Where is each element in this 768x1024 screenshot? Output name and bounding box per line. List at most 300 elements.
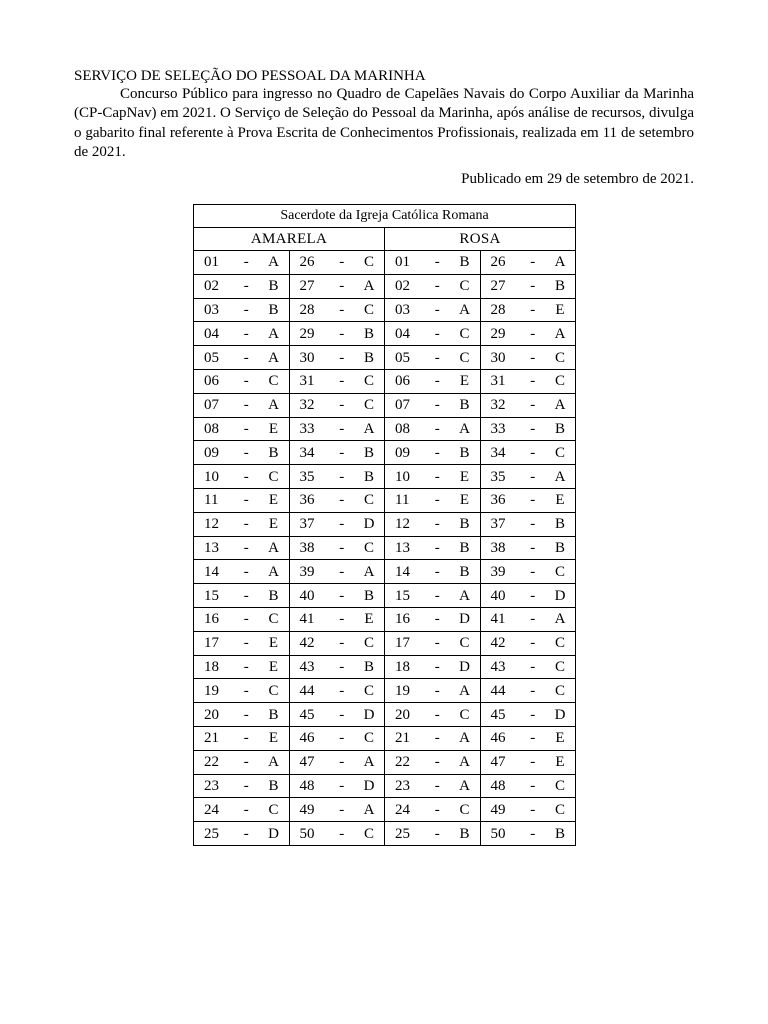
answer-cell-amarela-26-50 (289, 536, 385, 560)
separator-dash: - (434, 777, 440, 794)
question-number: 10 (204, 468, 219, 485)
question-number: 13 (204, 539, 219, 556)
separator-dash: - (434, 492, 440, 509)
question-number: 03 (395, 301, 410, 318)
answer-letter: B (459, 254, 470, 271)
question-number: 45 (299, 706, 315, 723)
answer-letter: C (554, 444, 565, 461)
answer-letter: B (363, 325, 374, 342)
answer-letter: C (363, 682, 374, 699)
question-number: 08 (204, 420, 219, 437)
question-number: 49 (490, 801, 506, 818)
answer-cell-rosa-26-50 (480, 774, 576, 798)
question-number: 28 (490, 301, 506, 318)
answer-letter: A (268, 754, 279, 771)
answer-cell-rosa-26-50 (480, 393, 576, 417)
question-number: 43 (299, 658, 315, 675)
question-number: 14 (395, 563, 410, 580)
separator-dash: - (243, 801, 249, 818)
separator-dash: - (434, 730, 440, 747)
answer-cell-rosa-26-50 (480, 465, 576, 489)
question-number: 14 (204, 563, 219, 580)
answer-key-table (193, 204, 576, 846)
separator-dash: - (530, 301, 536, 318)
question-number: 38 (299, 539, 315, 556)
answer-cell-amarela-1-25 (194, 560, 290, 584)
answer-letter: C (554, 373, 565, 390)
answer-letter: C (268, 682, 279, 699)
answer-cell-amarela-26-50 (289, 298, 385, 322)
question-number: 36 (490, 492, 506, 509)
question-number: 18 (204, 658, 219, 675)
answer-cell-amarela-26-50 (289, 512, 385, 536)
question-number: 01 (204, 254, 219, 271)
question-number: 34 (299, 444, 315, 461)
answer-cell-rosa-1-25 (385, 560, 481, 584)
answer-cell-rosa-1-25 (385, 584, 481, 608)
question-number: 11 (395, 492, 410, 509)
answer-cell-amarela-26-50 (289, 274, 385, 298)
answer-letter: A (363, 278, 375, 295)
question-number: 21 (204, 730, 219, 747)
question-number: 09 (395, 444, 410, 461)
answer-cell-amarela-1-25 (194, 607, 290, 631)
answer-letter: C (363, 492, 374, 509)
question-number: 42 (490, 635, 506, 652)
table-row (194, 726, 576, 750)
separator-dash: - (339, 682, 345, 699)
answer-cell-rosa-1-25 (385, 298, 481, 322)
separator-dash: - (530, 516, 536, 533)
answer-cell-rosa-1-25 (385, 512, 481, 536)
table-row (194, 631, 576, 655)
answer-cell-rosa-1-25 (385, 679, 481, 703)
separator-dash: - (243, 492, 249, 509)
question-number: 05 (204, 349, 219, 366)
question-number: 25 (204, 825, 219, 842)
separator-dash: - (530, 825, 536, 842)
question-number: 39 (490, 563, 506, 580)
question-number: 08 (395, 420, 410, 437)
answer-cell-rosa-26-50 (480, 417, 576, 441)
separator-dash: - (434, 254, 440, 271)
separator-dash: - (243, 468, 249, 485)
question-number: 49 (299, 801, 315, 818)
answer-letter: C (459, 349, 470, 366)
separator-dash: - (530, 420, 536, 437)
separator-dash: - (530, 468, 536, 485)
answer-letter: C (459, 278, 470, 295)
answer-letter: A (459, 730, 470, 747)
answer-letter: B (459, 444, 470, 461)
separator-dash: - (530, 563, 536, 580)
separator-dash: - (434, 682, 440, 699)
separator-dash: - (434, 706, 440, 723)
separator-dash: - (434, 349, 440, 366)
answer-cell-amarela-26-50 (289, 488, 385, 512)
answer-letter: B (363, 349, 374, 366)
answer-letter: B (554, 825, 565, 842)
table-row (194, 251, 576, 275)
question-number: 32 (490, 397, 506, 414)
answer-letter: B (268, 444, 279, 461)
question-number: 30 (490, 349, 506, 366)
answer-letter: B (459, 539, 470, 556)
answer-cell-amarela-1-25 (194, 417, 290, 441)
answer-cell-rosa-26-50 (480, 512, 576, 536)
answer-cell-amarela-1-25 (194, 298, 290, 322)
separator-dash: - (339, 420, 345, 437)
separator-dash: - (339, 611, 345, 628)
table-row (194, 393, 576, 417)
separator-dash: - (530, 325, 536, 342)
separator-dash: - (243, 587, 249, 604)
answer-cell-amarela-1-25 (194, 703, 290, 727)
answer-letter: A (268, 349, 279, 366)
answer-cell-rosa-1-25 (385, 346, 481, 370)
answer-letter: E (459, 468, 470, 485)
answer-letter: D (268, 825, 279, 842)
separator-dash: - (243, 278, 249, 295)
answer-letter: D (363, 706, 375, 723)
separator-dash: - (339, 254, 345, 271)
separator-dash: - (434, 373, 440, 390)
answer-letter: E (364, 611, 374, 628)
answer-cell-rosa-26-50 (480, 679, 576, 703)
answer-letter: C (268, 801, 279, 818)
question-number: 16 (395, 611, 410, 628)
answer-cell-amarela-26-50 (289, 251, 385, 275)
answer-cell-rosa-26-50 (480, 560, 576, 584)
question-number: 22 (395, 754, 410, 771)
separator-dash: - (243, 754, 249, 771)
question-number: 07 (204, 397, 219, 414)
question-number: 33 (490, 420, 506, 437)
answer-letter: E (555, 754, 565, 771)
answer-letter: D (459, 658, 470, 675)
answer-cell-amarela-26-50 (289, 822, 385, 846)
answer-letter: B (554, 420, 565, 437)
answer-cell-rosa-26-50 (480, 488, 576, 512)
separator-dash: - (530, 611, 536, 628)
separator-dash: - (530, 801, 536, 818)
separator-dash: - (243, 825, 249, 842)
answer-letter: C (459, 325, 470, 342)
separator-dash: - (434, 563, 440, 580)
table-row (194, 441, 576, 465)
answer-letter: B (459, 825, 470, 842)
question-number: 02 (395, 278, 410, 295)
question-number: 48 (299, 777, 315, 794)
answer-letter: D (459, 611, 470, 628)
table-row (194, 369, 576, 393)
table-row (194, 584, 576, 608)
separator-dash: - (339, 444, 345, 461)
table-row (194, 679, 576, 703)
answer-letter: E (268, 635, 279, 652)
question-number: 19 (204, 682, 219, 699)
answer-letter: C (554, 658, 565, 675)
answer-letter: C (554, 349, 565, 366)
separator-dash: - (530, 658, 536, 675)
question-number: 22 (204, 754, 219, 771)
answer-cell-rosa-1-25 (385, 369, 481, 393)
answer-letter: C (459, 635, 470, 652)
answer-letter: A (363, 754, 375, 771)
answer-letter: B (554, 539, 565, 556)
question-number: 09 (204, 444, 219, 461)
answer-letter: D (363, 516, 375, 533)
question-number: 07 (395, 397, 410, 414)
question-number: 12 (395, 516, 410, 533)
answer-cell-amarela-1-25 (194, 465, 290, 489)
answer-cell-amarela-1-25 (194, 322, 290, 346)
document-heading: SERVIÇO DE SELEÇÃO DO PESSOAL DA MARINHA (74, 68, 426, 84)
separator-dash: - (434, 325, 440, 342)
separator-dash: - (339, 539, 345, 556)
answer-letter: A (554, 611, 566, 628)
table-title: Sacerdote da Igreja Católica Romana (194, 205, 576, 228)
question-number: 04 (395, 325, 410, 342)
answer-cell-rosa-1-25 (385, 536, 481, 560)
question-number: 35 (490, 468, 506, 485)
answer-cell-rosa-26-50 (480, 798, 576, 822)
answer-cell-amarela-26-50 (289, 607, 385, 631)
question-number: 20 (395, 706, 410, 723)
table-row (194, 322, 576, 346)
separator-dash: - (434, 420, 440, 437)
separator-dash: - (339, 801, 345, 818)
separator-dash: - (434, 278, 440, 295)
separator-dash: - (339, 777, 345, 794)
answer-letter: C (268, 373, 279, 390)
answer-letter: B (554, 278, 565, 295)
question-number: 43 (490, 658, 506, 675)
answer-cell-rosa-1-25 (385, 655, 481, 679)
question-number: 27 (299, 278, 315, 295)
separator-dash: - (434, 635, 440, 652)
answer-letter: A (459, 754, 470, 771)
answer-letter: B (268, 587, 279, 604)
group-header-rosa: ROSA (385, 228, 576, 251)
answer-letter: C (554, 801, 565, 818)
group-header-amarela: AMARELA (194, 228, 385, 251)
question-number: 35 (299, 468, 315, 485)
answer-letter: E (555, 301, 565, 318)
answer-cell-rosa-26-50 (480, 346, 576, 370)
answer-cell-rosa-1-25 (385, 631, 481, 655)
separator-dash: - (339, 397, 345, 414)
answer-letter: E (459, 373, 470, 390)
question-number: 25 (395, 825, 410, 842)
answer-letter: B (363, 587, 374, 604)
question-number: 32 (299, 397, 315, 414)
answer-cell-rosa-1-25 (385, 822, 481, 846)
answer-letter: B (363, 468, 374, 485)
answer-letter: A (459, 301, 470, 318)
answer-cell-amarela-26-50 (289, 369, 385, 393)
question-number: 03 (204, 301, 219, 318)
separator-dash: - (530, 730, 536, 747)
question-number: 11 (204, 492, 219, 509)
answer-letter: E (268, 492, 279, 509)
answer-cell-rosa-26-50 (480, 607, 576, 631)
separator-dash: - (339, 373, 345, 390)
table-row (194, 465, 576, 489)
answer-letter: C (554, 635, 565, 652)
question-number: 50 (490, 825, 506, 842)
question-number: 31 (299, 373, 315, 390)
answer-letter: A (268, 325, 279, 342)
answer-letter: E (268, 420, 279, 437)
table-row (194, 798, 576, 822)
answer-cell-rosa-1-25 (385, 703, 481, 727)
answer-cell-amarela-1-25 (194, 441, 290, 465)
separator-dash: - (339, 635, 345, 652)
answer-cell-rosa-26-50 (480, 631, 576, 655)
separator-dash: - (530, 682, 536, 699)
separator-dash: - (243, 730, 249, 747)
question-number: 41 (490, 611, 506, 628)
separator-dash: - (339, 658, 345, 675)
answer-letter: C (363, 373, 374, 390)
table-row (194, 274, 576, 298)
question-number: 18 (395, 658, 410, 675)
separator-dash: - (434, 516, 440, 533)
answer-letter: B (268, 777, 279, 794)
question-number: 06 (395, 373, 410, 390)
answer-cell-amarela-1-25 (194, 655, 290, 679)
answer-cell-rosa-26-50 (480, 703, 576, 727)
separator-dash: - (530, 278, 536, 295)
answer-letter: A (459, 777, 470, 794)
separator-dash: - (339, 516, 345, 533)
separator-dash: - (434, 825, 440, 842)
table-row (194, 512, 576, 536)
question-number: 31 (490, 373, 506, 390)
question-number: 44 (490, 682, 506, 699)
answer-letter: D (554, 706, 566, 723)
answer-cell-rosa-26-50 (480, 536, 576, 560)
answer-letter: B (363, 658, 374, 675)
answer-letter: B (459, 563, 470, 580)
question-number: 24 (204, 801, 219, 818)
answer-cell-amarela-26-50 (289, 322, 385, 346)
answer-letter: E (459, 492, 470, 509)
separator-dash: - (530, 444, 536, 461)
answer-letter: A (268, 563, 279, 580)
answer-cell-amarela-26-50 (289, 679, 385, 703)
separator-dash: - (530, 706, 536, 723)
table-row (194, 417, 576, 441)
separator-dash: - (530, 397, 536, 414)
answer-cell-rosa-26-50 (480, 655, 576, 679)
question-number: 24 (395, 801, 410, 818)
question-number: 44 (299, 682, 315, 699)
answer-cell-amarela-1-25 (194, 584, 290, 608)
separator-dash: - (243, 682, 249, 699)
answer-letter: C (363, 635, 374, 652)
separator-dash: - (434, 468, 440, 485)
table-row (194, 298, 576, 322)
answer-letter: B (268, 706, 279, 723)
question-number: 28 (299, 301, 315, 318)
separator-dash: - (243, 373, 249, 390)
question-number: 10 (395, 468, 410, 485)
question-number: 45 (490, 706, 506, 723)
answer-letter: A (459, 682, 470, 699)
question-number: 17 (395, 635, 410, 652)
answer-letter: B (554, 516, 565, 533)
answer-cell-amarela-1-25 (194, 251, 290, 275)
answer-cell-amarela-1-25 (194, 631, 290, 655)
answer-letter: A (363, 801, 375, 818)
separator-dash: - (339, 706, 345, 723)
question-number: 41 (299, 611, 315, 628)
separator-dash: - (530, 777, 536, 794)
answer-cell-amarela-1-25 (194, 679, 290, 703)
answer-cell-rosa-1-25 (385, 774, 481, 798)
answer-letter: A (554, 468, 566, 485)
answer-cell-amarela-26-50 (289, 465, 385, 489)
answer-letter: D (363, 777, 375, 794)
answer-cell-rosa-26-50 (480, 274, 576, 298)
answer-cell-rosa-26-50 (480, 822, 576, 846)
separator-dash: - (243, 254, 249, 271)
table-row (194, 774, 576, 798)
answer-cell-amarela-26-50 (289, 560, 385, 584)
answer-cell-rosa-26-50 (480, 750, 576, 774)
separator-dash: - (530, 373, 536, 390)
separator-dash: - (530, 539, 536, 556)
answer-cell-amarela-26-50 (289, 750, 385, 774)
answer-letter: C (363, 730, 374, 747)
answer-cell-amarela-26-50 (289, 441, 385, 465)
answer-letter: C (363, 825, 374, 842)
question-number: 30 (299, 349, 315, 366)
answer-cell-amarela-1-25 (194, 726, 290, 750)
question-number: 42 (299, 635, 315, 652)
answer-cell-rosa-1-25 (385, 726, 481, 750)
separator-dash: - (339, 468, 345, 485)
separator-dash: - (339, 325, 345, 342)
question-number: 05 (395, 349, 410, 366)
publication-date: Publicado em 29 de setembro de 2021. (461, 171, 694, 187)
answer-letter: E (555, 492, 565, 509)
question-number: 04 (204, 325, 219, 342)
answer-cell-amarela-1-25 (194, 798, 290, 822)
answer-letter: A (459, 420, 470, 437)
question-number: 37 (490, 516, 506, 533)
answer-cell-amarela-26-50 (289, 655, 385, 679)
answer-letter: A (268, 539, 279, 556)
separator-dash: - (339, 730, 345, 747)
separator-dash: - (434, 444, 440, 461)
answer-letter: C (268, 611, 279, 628)
answer-letter: C (363, 397, 374, 414)
answer-letter: B (268, 278, 279, 295)
separator-dash: - (243, 516, 249, 533)
answer-letter: C (268, 468, 279, 485)
separator-dash: - (339, 278, 345, 295)
separator-dash: - (530, 754, 536, 771)
answer-cell-rosa-26-50 (480, 369, 576, 393)
separator-dash: - (339, 825, 345, 842)
separator-dash: - (434, 658, 440, 675)
separator-dash: - (243, 539, 249, 556)
question-number: 13 (395, 539, 410, 556)
question-number: 20 (204, 706, 219, 723)
